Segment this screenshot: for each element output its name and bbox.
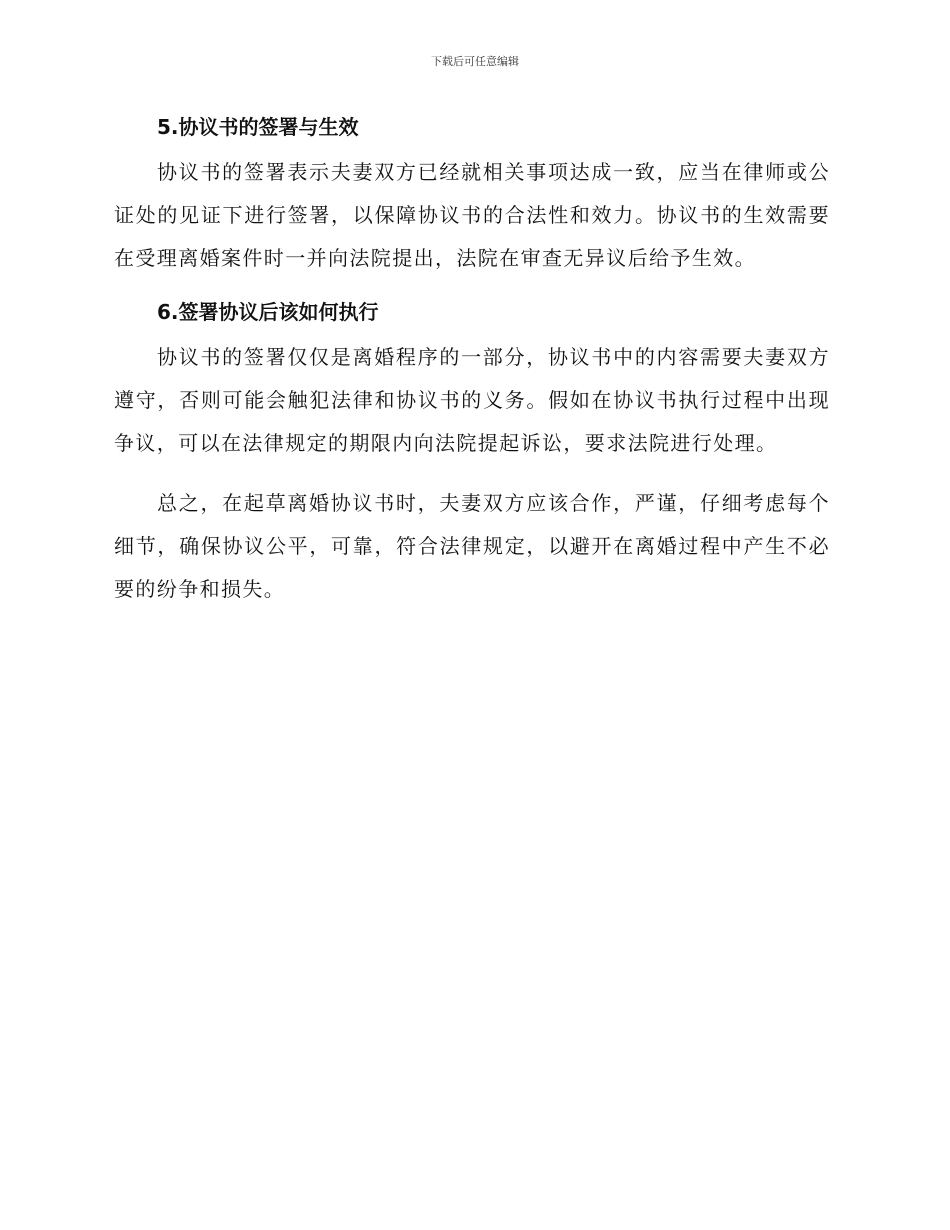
paragraph: 协议书的签署仅仅是离婚程序的一部分，协议书中的内容需要夫妻双方遵守，否则可能会触犯法律和协议书的义务。假如在协议书执行过程中出现争议，可以在法律规定的期限内向法院提起诉讼，要求法院进行处理。 bbox=[114, 345, 830, 455]
section-heading: 6.签署协议后该如何执行 bbox=[157, 300, 379, 324]
section-execution-after-signing bbox=[114, 297, 830, 611]
section-heading: 5.协议书的签署与生效 bbox=[157, 115, 359, 139]
page-header: 下载后可任意编辑 bbox=[431, 55, 519, 68]
paragraph: 协议书的签署表示夫妻双方已经就相关事项达成一致，应当在律师或公证处的见证下进行签署，以保障协议书的合法性和效力。协议书的生效需要在受理离婚案件时一并向法院提出，法院在审查无异议后给予生效。 bbox=[114, 160, 830, 270]
paragraph: 总之，在起草离婚协议书时，夫妻双方应该合作，严谨，仔细考虑每个细节，确保协议公平，可靠，符合法律规定，以避开在离婚过程中产生不必要的纷争和损失。 bbox=[114, 491, 830, 601]
section-signing-and-effect bbox=[114, 112, 830, 280]
document-body bbox=[114, 112, 830, 628]
